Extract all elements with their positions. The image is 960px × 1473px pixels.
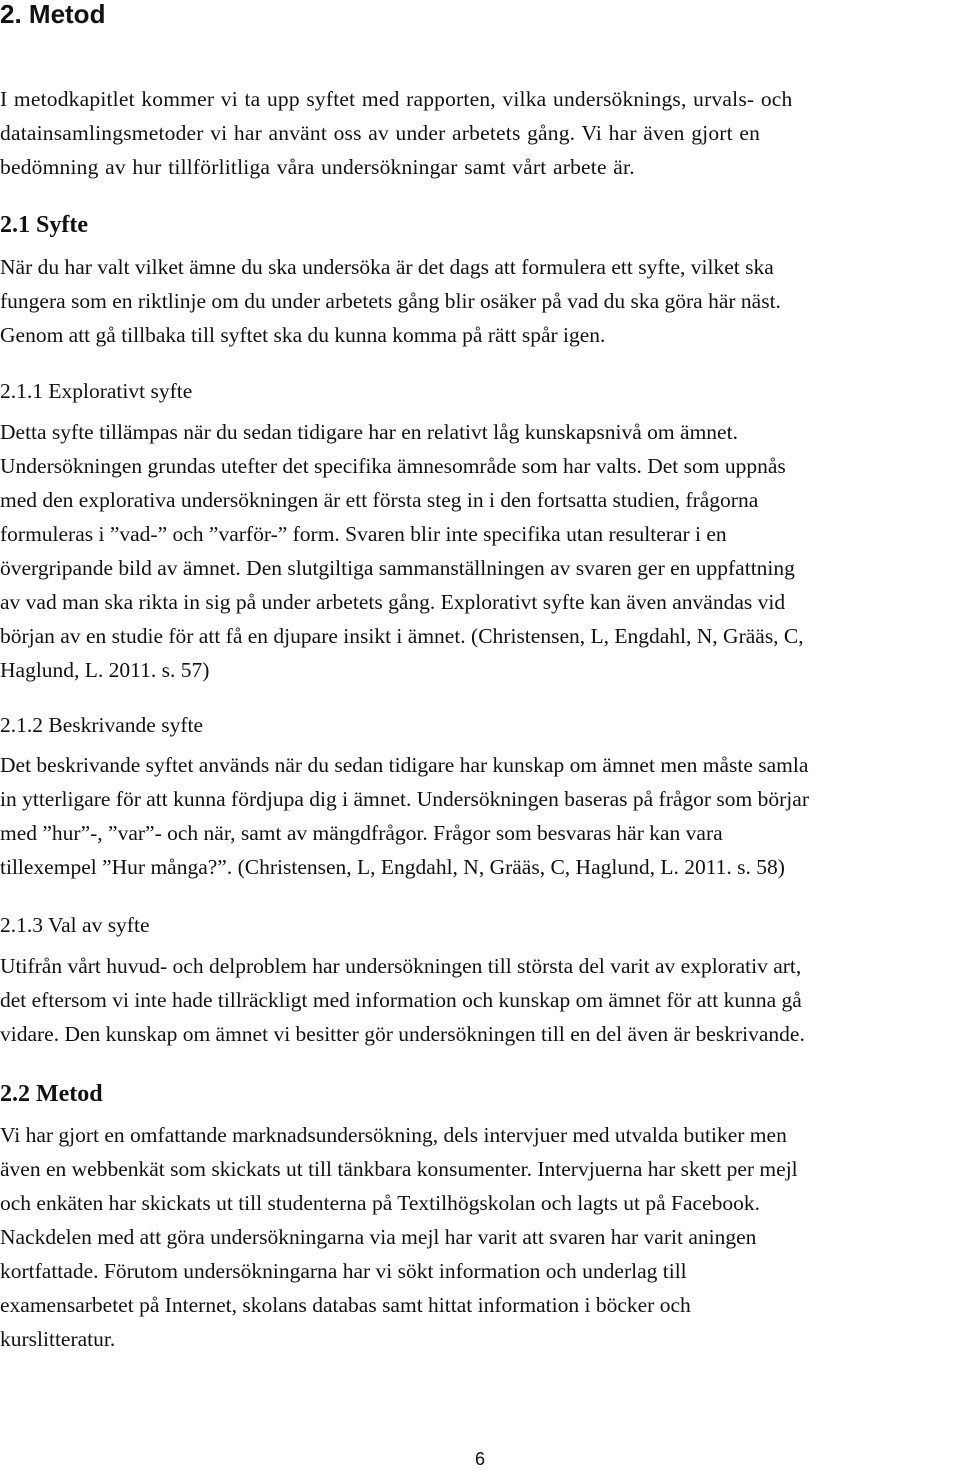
text-line: kortfattade. Förutom undersökningarna har vi sökt information och underlag till xyxy=(0,1259,687,1283)
section-heading-syfte: 2.1 Syfte xyxy=(0,212,88,238)
text-line: tillexempel ”Hur många?”. (Christensen, L, Engdahl, N, Grääs, C, Haglund, L. 2011. s. 58) xyxy=(0,855,785,879)
chapter-heading: 2. Metod xyxy=(0,0,106,29)
text-line: och enkäten har skickats ut till studenterna på Textilhögskolan och lagts ut på Facebook. xyxy=(0,1191,760,1215)
text-line: Undersökningen grundas utefter det specifika ämnesområde som har valts. Det som uppnås xyxy=(0,454,786,478)
subsection-heading-val-av-syfte: 2.1.3 Val av syfte xyxy=(0,913,150,937)
text-line: formuleras i ”vad-” och ”varför-” form. Svaren blir inte specifika utan resulterar i en xyxy=(0,522,727,546)
text-line: Genom att gå tillbaka till syftet ska du kunna komma på rätt spår igen. xyxy=(0,323,606,347)
syfte-paragraph xyxy=(0,250,781,352)
section-heading-metod: 2.2 Metod xyxy=(0,1081,103,1107)
text-line: Det beskrivande syftet används när du sedan tidigare har kunskap om ämnet men måste samla xyxy=(0,753,809,777)
text-line: vidare. Den kunskap om ämnet vi besitter gör undersökningen till en del även är beskrivande. xyxy=(0,1022,805,1046)
text-line: med ”hur”-, ”var”- och när, samt av mängdfrågor. Frågor som besvaras här kan vara xyxy=(0,821,723,845)
text-line: Haglund, L. 2011. s. 57) xyxy=(0,658,210,682)
text-line: bedömning av hur tillförlitliga våra undersökningar samt vårt arbete är. xyxy=(0,155,635,179)
text-line: datainsamlingsmetoder vi har använt oss av under arbetets gång. Vi har även gjort en xyxy=(0,121,761,145)
text-line: med den explorativa undersökningen är ett första steg in i den fortsatta studien, frågorna xyxy=(0,488,759,512)
intro-paragraph xyxy=(0,82,792,184)
page-number: 6 xyxy=(474,1449,485,1469)
text-line: det eftersom vi inte hade tillräckligt med information och kunskap om ämnet för att kunna gå xyxy=(0,988,802,1012)
text-line: övergripande bild av ämnet. Den slutgiltiga sammanställningen av svaren ger en uppfattning xyxy=(0,556,795,580)
text-line: Nackdelen med att göra undersökningarna via mejl har varit att svaren har varit aningen xyxy=(0,1225,757,1249)
text-line: fungera som en riktlinje om du under arbetets gång blir osäker på vad du ska göra här näst. xyxy=(0,289,781,313)
text-line: även en webbenkät som skickats ut till tänkbara konsumenter. Intervjuerna har skett per mejl xyxy=(0,1157,798,1181)
subsection-heading-beskrivande: 2.1.2 Beskrivande syfte xyxy=(0,713,204,737)
metod-paragraph xyxy=(0,1118,798,1356)
text-line: Vi har gjort en omfattande marknadsundersökning, dels intervjuer med utvalda butiker men xyxy=(0,1123,787,1147)
text-line: När du har valt vilket ämne du ska undersöka är det dags att formulera ett syfte, vilket ska xyxy=(0,255,774,279)
text-line: kurslitteratur. xyxy=(0,1327,116,1351)
explorativt-paragraph xyxy=(0,415,804,687)
text-line: Utifrån vårt huvud- och delproblem har undersökningen till största del varit av explorativ art, xyxy=(0,954,802,978)
text-line: in ytterligare för att kunna fördjupa dig i ämnet. Undersökningen baseras på frågor som börjar xyxy=(0,787,809,811)
text-line: början av en studie för att få en djupare insikt i ämnet. (Christensen, L, Engdahl, N, Grääs, C, xyxy=(0,624,804,648)
text-line: av vad man ska rikta in sig på under arbetets gång. Explorativt syfte kan även användas vid xyxy=(0,590,786,614)
beskrivande-paragraph xyxy=(0,748,809,884)
text-line: I metodkapitlet kommer vi ta upp syftet med rapporten, vilka undersöknings, urvals- och xyxy=(0,87,793,111)
text-line: examensarbetet på Internet, skolans databas samt hittat information i böcker och xyxy=(0,1293,691,1317)
subsection-heading-explorativt: 2.1.1 Explorativt syfte xyxy=(0,379,193,403)
val-av-syfte-paragraph xyxy=(0,949,805,1051)
text-line: Detta syfte tillämpas när du sedan tidigare har en relativt låg kunskapsnivå om ämnet. xyxy=(0,420,738,444)
